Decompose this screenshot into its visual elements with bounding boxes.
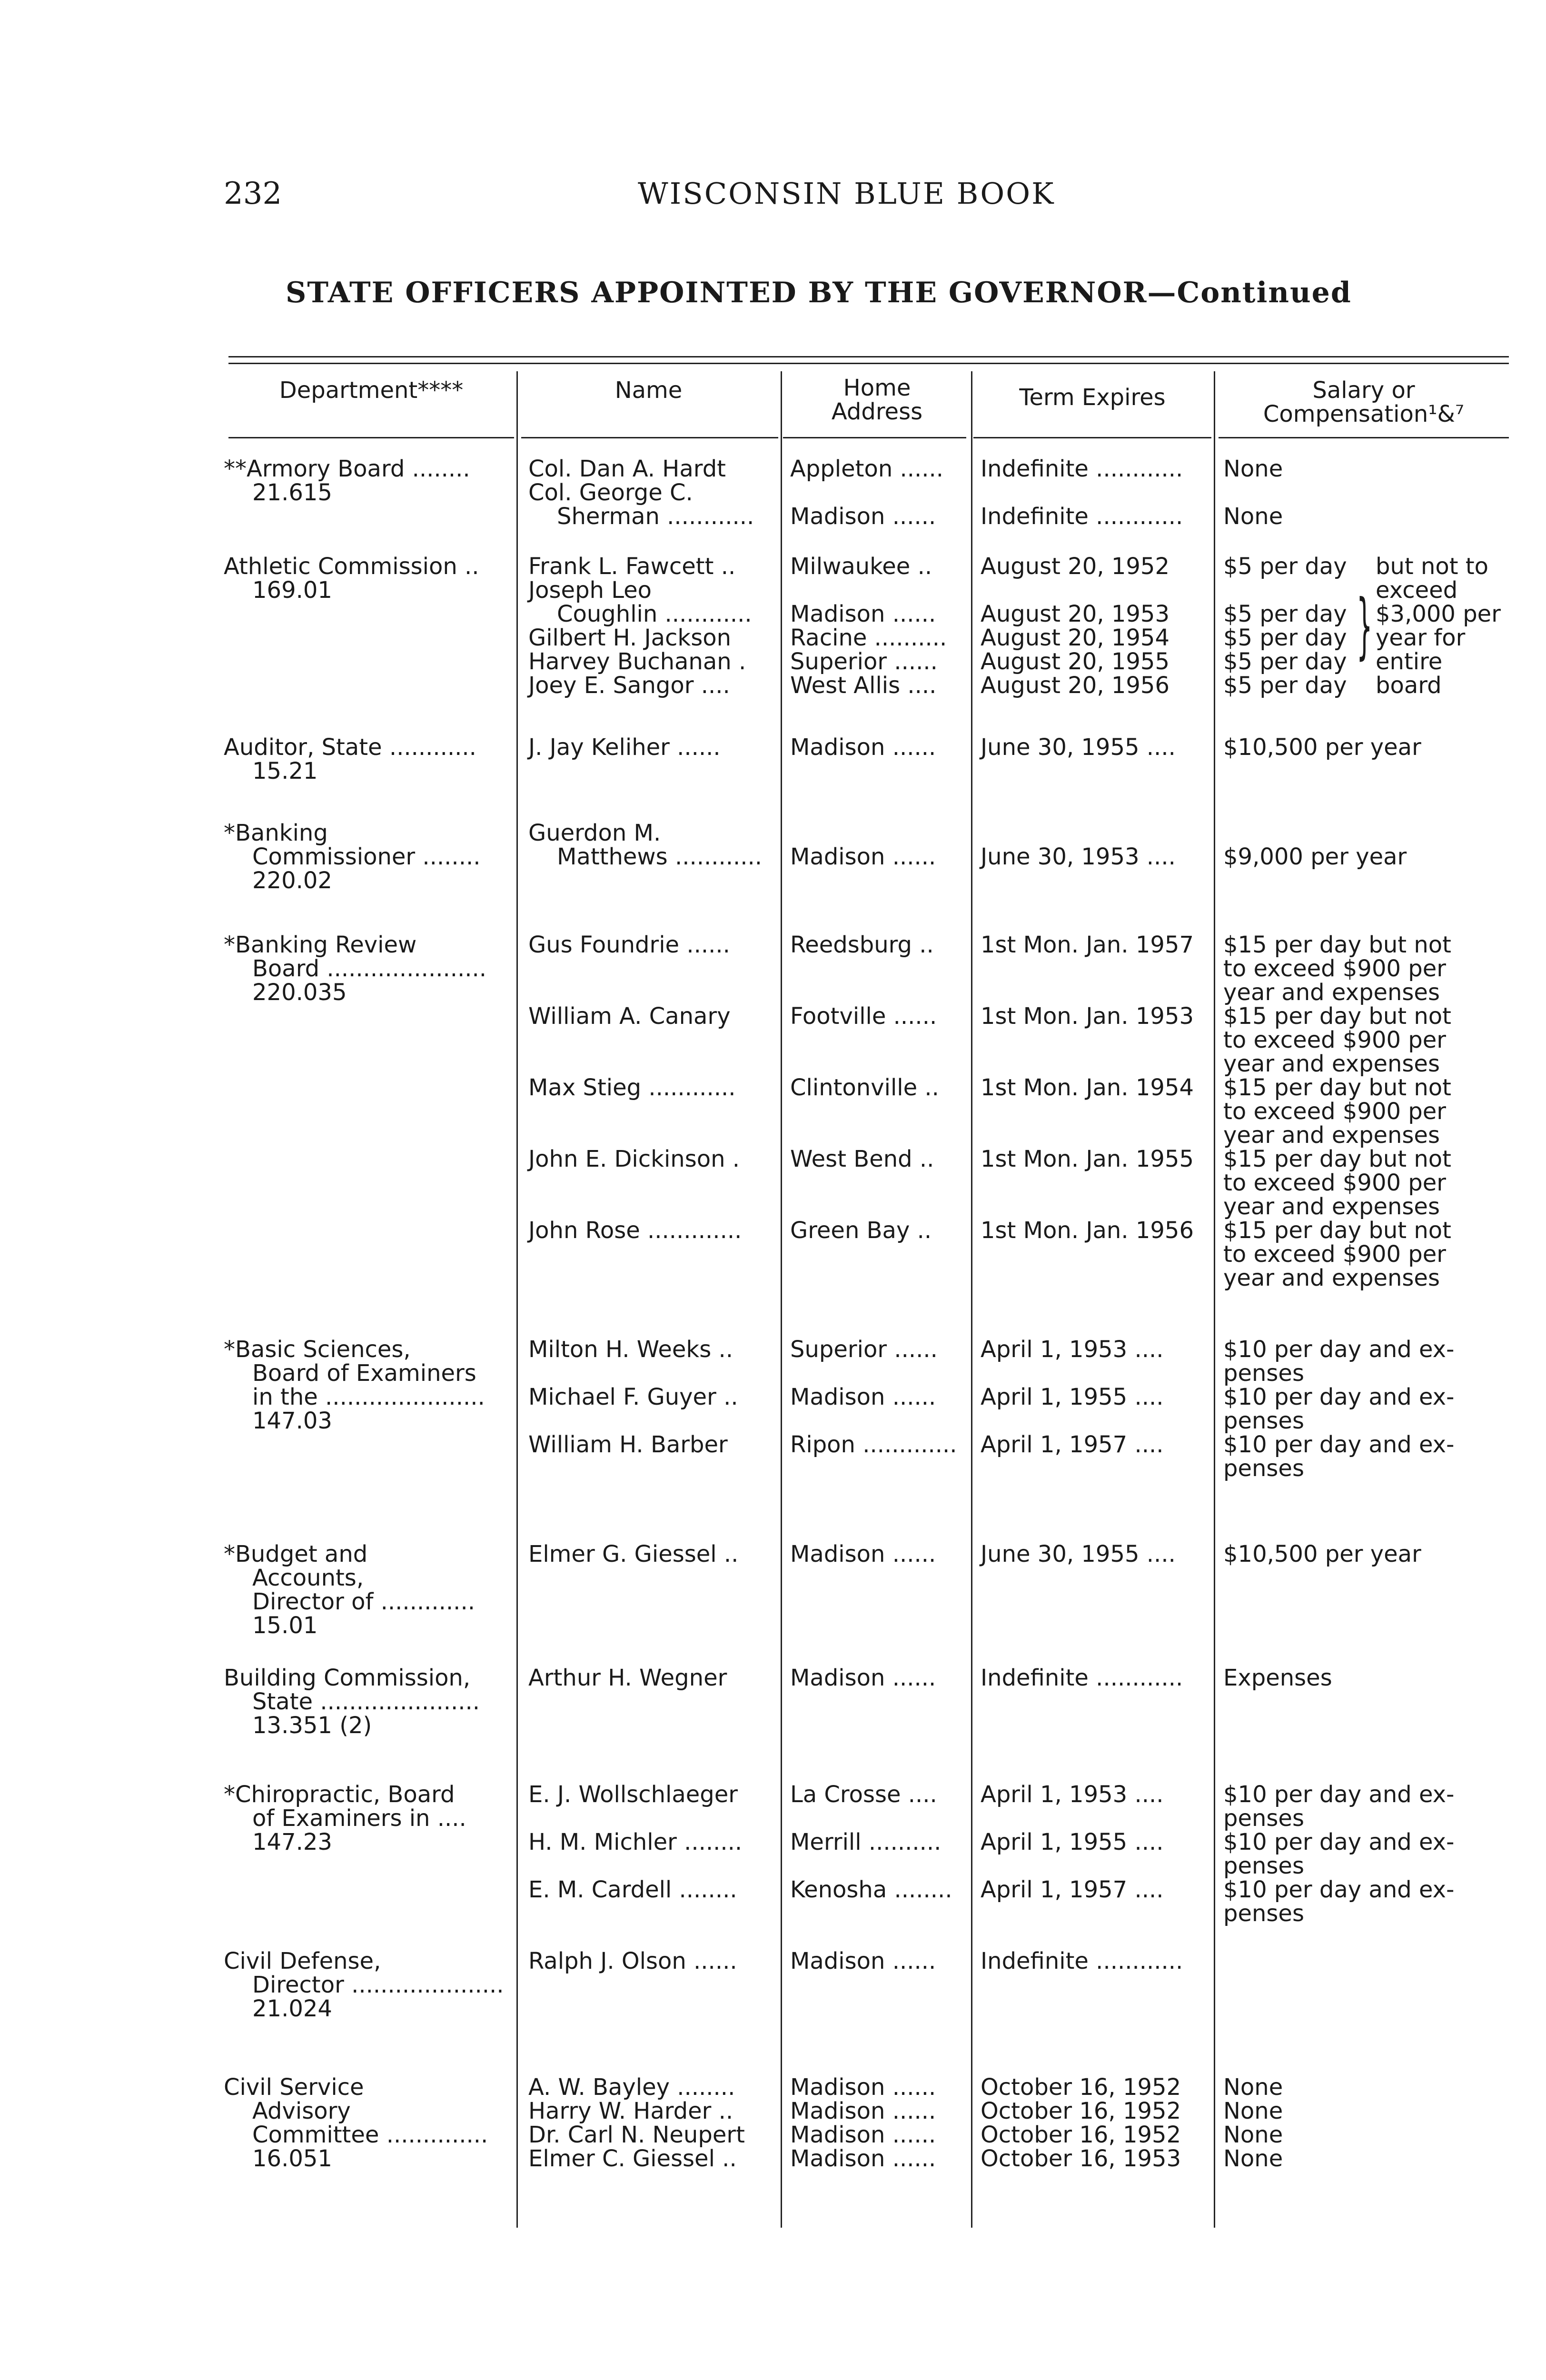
salary-compensation	[1223, 1878, 1518, 1925]
salary-compensation-line: year and expenses	[1223, 1265, 1440, 1291]
term-expires: 1st Mon. Jan. 1954	[981, 1074, 1194, 1101]
column-header-home-line1: Home	[843, 375, 911, 401]
home-address: Madison ......	[790, 2098, 936, 2124]
department-cell	[224, 1666, 505, 1737]
officer-name	[528, 1783, 781, 1806]
department-cell-line: Building Commission,	[224, 1665, 471, 1691]
department-cell	[224, 457, 505, 505]
salary-compensation-line: $5 per day	[1223, 601, 1347, 627]
salary-compensation-line: year and expenses	[1223, 1122, 1440, 1149]
department-cell-line: 15.21	[252, 758, 318, 784]
salary-compensation-line: $15 per day but not	[1223, 932, 1451, 958]
column-header-name-label: Name	[614, 377, 683, 404]
salary-compensation	[1223, 1219, 1518, 1290]
brace-glyph: }	[1357, 585, 1373, 667]
salary-compensation	[1223, 1783, 1518, 1830]
officer-name-line: Michael F. Guyer ..	[528, 1384, 738, 1410]
term-expires: April 1, 1953 ....	[981, 1336, 1164, 1363]
officer-name-line: Dr. Carl N. Neupert	[528, 2122, 745, 2148]
officer-name-line: Col. George C.	[528, 479, 693, 506]
salary-compensation-line: $10 per day and ex-	[1223, 1384, 1455, 1410]
salary-compensation	[1223, 1666, 1518, 1690]
officer-name	[528, 1385, 781, 1409]
salary-compensation-line: $10 per day and ex-	[1223, 1336, 1455, 1363]
officer-name	[528, 933, 781, 957]
column-separator-4	[1214, 371, 1215, 2228]
department-cell-line: Director of .............	[252, 1588, 475, 1615]
salary-compensation-line: penses	[1223, 1853, 1304, 1879]
salary-compensation-line: None	[1223, 503, 1283, 530]
term-expires: October 16, 1952	[981, 2122, 1181, 2148]
salary-compensation-line: to exceed $900 per	[1223, 955, 1447, 982]
officer-name-line: Gilbert H. Jackson	[528, 625, 731, 651]
salary-compensation-line: $10,500 per year	[1223, 1541, 1421, 1567]
officer-name-line: J. Jay Keliher ......	[528, 734, 721, 761]
column-header-term-expires	[973, 386, 1211, 466]
salary-compensation-line: Expenses	[1223, 1665, 1332, 1691]
term-expires: August 20, 1956	[981, 672, 1169, 699]
officer-name	[528, 735, 781, 759]
term-expires: April 1, 1953 ....	[981, 1781, 1164, 1808]
salary-compensation	[1223, 1385, 1518, 1433]
officer-name	[528, 2099, 781, 2123]
officer-name-line: John E. Dickinson .	[528, 1146, 740, 1172]
home-address: Appleton ......	[790, 456, 944, 482]
officer-name	[528, 1076, 781, 1100]
officer-name-line: Elmer C. Giessel ..	[528, 2145, 737, 2172]
department-cell-line: Commissioner ........	[252, 843, 481, 870]
department-cell-line: 220.02	[252, 867, 332, 894]
salary-compensation-line: to exceed $900 per	[1223, 1027, 1447, 1053]
department-cell	[224, 821, 505, 892]
salary-compensation	[1223, 845, 1518, 869]
salary-compensation-line: to exceed $900 per	[1223, 1098, 1447, 1125]
officer-name-line: William H. Barber	[528, 1431, 728, 1458]
section-title: STATE OFFICERS APPOINTED BY THE GOVERNOR—Continued	[286, 276, 1352, 309]
term-expires: April 1, 1955 ....	[981, 1384, 1164, 1410]
home-address: Footville ......	[790, 1003, 937, 1030]
salary-compensation	[1223, 1147, 1518, 1219]
salary-compensation-line: penses	[1223, 1805, 1304, 1832]
salary-compensation	[1223, 674, 1366, 697]
officer-name	[528, 555, 781, 578]
home-address: Madison ......	[790, 601, 936, 627]
home-address: Madison ......	[790, 843, 936, 870]
department-cell	[224, 1783, 505, 1854]
salary-compensation	[1223, 457, 1518, 481]
salary-compensation-line: penses	[1223, 1360, 1304, 1387]
officer-name-line: Elmer G. Giessel ..	[528, 1541, 739, 1567]
home-address: Madison ......	[790, 1541, 936, 1567]
salary-compensation-line: $5 per day	[1223, 672, 1347, 699]
officer-name-line: Harry W. Harder ..	[528, 2098, 733, 2124]
department-cell-line: *Banking Review	[224, 932, 417, 958]
officer-name-line: E. J. Wollschlaeger	[528, 1781, 738, 1808]
salary-compensation	[1223, 1076, 1518, 1147]
salary-compensation	[1223, 1830, 1518, 1878]
officer-name-line: A. W. Bayley ........	[528, 2074, 735, 2101]
officer-name-line: Matthews ............	[557, 843, 763, 870]
home-address: Green Bay ..	[790, 1217, 932, 1244]
brace-note	[1376, 555, 1518, 697]
officer-name	[528, 1004, 781, 1028]
term-expires: 1st Mon. Jan. 1956	[981, 1217, 1194, 1244]
department-cell-line: Advisory	[252, 2098, 351, 2124]
salary-compensation	[1223, 1004, 1518, 1076]
home-address: La Crosse ....	[790, 1781, 937, 1808]
term-expires: April 1, 1955 ....	[981, 1829, 1164, 1855]
home-address: Superior ......	[790, 648, 938, 675]
salary-compensation-line: $10 per day and ex-	[1223, 1829, 1455, 1855]
salary-compensation-line: $15 per day but not	[1223, 1217, 1451, 1244]
officer-name-line: Joseph Leo	[528, 577, 652, 604]
brace-note-line: but not to	[1376, 553, 1489, 580]
column-separator-3	[971, 371, 972, 2228]
department-cell-line: Athletic Commission ..	[224, 553, 479, 580]
column-header-name	[519, 378, 778, 459]
department-cell-line: **Armory Board ........	[224, 456, 470, 482]
term-expires: October 16, 1952	[981, 2074, 1181, 2101]
term-expires: April 1, 1957 ....	[981, 1876, 1164, 1903]
term-expires: 1st Mon. Jan. 1953	[981, 1003, 1194, 1030]
running-head	[224, 176, 1509, 219]
officer-name	[528, 1830, 781, 1854]
department-cell-line: *Basic Sciences,	[224, 1336, 411, 1363]
home-address: Madison ......	[790, 1384, 936, 1410]
home-address: Madison ......	[790, 1948, 936, 1974]
officer-name	[528, 650, 781, 674]
officer-name	[528, 481, 781, 528]
home-address: Racine ..........	[790, 625, 947, 651]
salary-compensation-line: $10 per day and ex-	[1223, 1876, 1455, 1903]
officer-name	[528, 1666, 781, 1690]
officer-name-line: Joey E. Sangor ....	[528, 672, 730, 699]
salary-compensation	[1223, 2147, 1518, 2171]
page-number: 232	[224, 176, 282, 211]
officer-name	[528, 1542, 781, 1566]
top-double-rule-lower	[228, 363, 1509, 364]
officer-name	[528, 2147, 781, 2171]
term-expires: October 16, 1952	[981, 2098, 1181, 2124]
salary-compensation-line: $15 per day but not	[1223, 1146, 1451, 1172]
officer-name-line: E. M. Cardell ........	[528, 1876, 737, 1903]
home-address: Milwaukee ..	[790, 553, 932, 580]
home-address: Madison ......	[790, 1665, 936, 1691]
salary-compensation-line: None	[1223, 2122, 1283, 2148]
department-cell-line: Board of Examiners	[252, 1360, 476, 1387]
home-address: Madison ......	[790, 734, 936, 761]
brace-note-line: $3,000 per	[1376, 601, 1501, 627]
department-cell-line: *Budget and	[224, 1541, 368, 1567]
officer-name-line: Arthur H. Wegner	[528, 1665, 727, 1691]
salary-compensation	[1223, 505, 1518, 528]
salary-compensation-line: $15 per day but not	[1223, 1003, 1451, 1030]
home-address: Reedsburg ..	[790, 932, 934, 958]
salary-compensation	[1223, 650, 1366, 674]
officer-name	[528, 578, 781, 626]
department-cell-line: Civil Defense,	[224, 1948, 381, 1974]
salary-compensation-line: penses	[1223, 1455, 1304, 1482]
home-address: Madison ......	[790, 2145, 936, 2172]
department-cell	[224, 1542, 505, 1637]
department-cell-line: Auditor, State ............	[224, 734, 476, 761]
salary-compensation-line: year and expenses	[1223, 979, 1440, 1006]
officer-name	[528, 1949, 781, 1973]
book-title: WISCONSIN BLUE BOOK	[638, 176, 1055, 211]
officer-name-line: Milton H. Weeks ..	[528, 1336, 733, 1363]
officer-name-line: Ralph J. Olson ......	[528, 1948, 737, 1974]
term-expires: April 1, 1957 ....	[981, 1431, 1164, 1458]
department-cell-line: State ......................	[252, 1688, 480, 1715]
home-address: Madison ......	[790, 503, 936, 530]
department-cell-line: Accounts,	[252, 1565, 364, 1591]
salary-compensation	[1223, 1542, 1518, 1566]
column-separator-2	[781, 371, 782, 2228]
officer-name	[528, 674, 781, 697]
home-address: Superior ......	[790, 1336, 938, 1363]
header-rule-salary	[1219, 437, 1509, 438]
header-rule-term	[973, 437, 1211, 438]
column-header-salary	[1216, 378, 1511, 459]
officer-name-line: Sherman ............	[557, 503, 754, 530]
department-cell-line: Civil Service	[224, 2074, 364, 2101]
salary-compensation-line: to exceed $900 per	[1223, 1241, 1447, 1268]
department-cell-line: 15.01	[252, 1612, 318, 1639]
salary-compensation	[1223, 735, 1518, 759]
top-double-rule-upper	[228, 356, 1509, 357]
salary-compensation	[1223, 1338, 1518, 1385]
officer-name-line: H. M. Michler ........	[528, 1829, 743, 1855]
brace-note-line: exceed	[1376, 577, 1458, 604]
salary-compensation	[1223, 626, 1366, 650]
term-expires: Indefinite ............	[981, 456, 1183, 482]
term-expires: June 30, 1955 ....	[981, 734, 1176, 761]
department-cell-line: 169.01	[252, 577, 332, 604]
home-address: Madison ......	[790, 2074, 936, 2101]
officer-name	[528, 1219, 781, 1242]
salary-compensation-line: $10 per day and ex-	[1223, 1781, 1455, 1808]
term-expires: August 20, 1955	[981, 648, 1169, 675]
department-cell	[224, 933, 505, 1004]
officer-name-line: William A. Canary	[528, 1003, 731, 1030]
term-expires: August 20, 1953	[981, 601, 1169, 627]
salary-compensation-line: year and expenses	[1223, 1193, 1440, 1220]
term-expires: 1st Mon. Jan. 1955	[981, 1146, 1194, 1172]
column-header-home-line2: Address	[831, 398, 923, 425]
salary-compensation-line: $10 per day and ex-	[1223, 1431, 1455, 1458]
header-rule-home	[783, 437, 966, 438]
department-cell-line: 21.024	[252, 1995, 332, 2022]
department-cell	[224, 2075, 505, 2171]
officer-name	[528, 1878, 781, 1902]
brace-note-line: year for	[1376, 625, 1466, 651]
department-cell-line: 21.615	[252, 479, 332, 506]
officer-name-line: Harvey Buchanan .	[528, 648, 746, 675]
officer-name-line: Max Stieg ............	[528, 1074, 736, 1101]
department-cell	[224, 735, 505, 783]
column-separator-1	[516, 371, 518, 2228]
salary-compensation	[1223, 602, 1366, 626]
term-expires: Indefinite ............	[981, 1665, 1183, 1691]
department-cell-line: in the ......................	[252, 1384, 485, 1410]
home-address: West Allis ....	[790, 672, 937, 699]
officer-name	[528, 626, 781, 650]
home-address: Madison ......	[790, 2122, 936, 2148]
salary-compensation-line: $5 per day	[1223, 625, 1347, 651]
header-rule-name	[521, 437, 778, 438]
salary-compensation-line: $9,000 per year	[1223, 843, 1407, 870]
officer-name-line: John Rose .............	[528, 1217, 742, 1244]
column-header-term-label: Term Expires	[1019, 384, 1166, 411]
department-cell-line: of Examiners in ....	[252, 1805, 466, 1832]
officer-name	[528, 1147, 781, 1171]
column-header-home-address	[783, 376, 971, 457]
officer-name-line: Coughlin ............	[557, 601, 752, 627]
term-expires: October 16, 1953	[981, 2145, 1181, 2172]
department-cell-line: 13.351 (2)	[252, 1712, 372, 1739]
officer-name	[528, 1433, 781, 1457]
officer-name-line: Gus Foundrie ......	[528, 932, 730, 958]
brace-note-line: entire	[1376, 648, 1443, 675]
salary-compensation	[1223, 2123, 1518, 2147]
department-cell-line: 220.035	[252, 979, 347, 1006]
department-cell	[224, 555, 505, 602]
home-address: West Bend ..	[790, 1146, 934, 1172]
salary-compensation	[1223, 1433, 1518, 1480]
term-expires: Indefinite ............	[981, 503, 1183, 530]
term-expires: June 30, 1955 ....	[981, 1541, 1176, 1567]
home-address: Ripon .............	[790, 1431, 957, 1458]
salary-compensation	[1223, 2099, 1518, 2123]
home-address: Kenosha ........	[790, 1876, 952, 1903]
term-expires: 1st Mon. Jan. 1957	[981, 932, 1194, 958]
term-expires: Indefinite ............	[981, 1948, 1183, 1974]
salary-compensation-line: None	[1223, 2074, 1283, 2101]
department-cell-line: 16.051	[252, 2145, 332, 2172]
department-cell-line: *Chiropractic, Board	[224, 1781, 455, 1808]
salary-compensation-line: None	[1223, 2098, 1283, 2124]
officer-name	[528, 821, 781, 869]
column-header-department-label: Department****	[279, 377, 464, 404]
term-expires: August 20, 1952	[981, 553, 1169, 580]
salary-compensation-line: penses	[1223, 1408, 1304, 1434]
column-header-department	[228, 378, 514, 459]
salary-compensation-line: $5 per day	[1223, 553, 1347, 580]
term-expires: June 30, 1953 ....	[981, 843, 1176, 870]
home-address: Clintonville ..	[790, 1074, 939, 1101]
department-cell-line: *Banking	[224, 820, 328, 846]
officer-name-line: Frank L. Fawcett ..	[528, 553, 736, 580]
department-cell-line: Board ......................	[252, 955, 486, 982]
salary-compensation-line: penses	[1223, 1900, 1304, 1927]
salary-compensation	[1223, 2075, 1518, 2099]
salary-compensation-line: $5 per day	[1223, 648, 1347, 675]
officer-name-line: Col. Dan A. Hardt	[528, 456, 726, 482]
salary-compensation-line: None	[1223, 456, 1283, 482]
officer-name	[528, 1338, 781, 1361]
salary-compensation-line: None	[1223, 2145, 1283, 2172]
officer-name	[528, 2123, 781, 2147]
department-cell	[224, 1949, 505, 2021]
officer-name-line: Guerdon M.	[528, 820, 661, 846]
salary-compensation-line: to exceed $900 per	[1223, 1170, 1447, 1196]
salary-compensation	[1223, 555, 1366, 578]
department-cell-line: 147.03	[252, 1408, 332, 1434]
department-cell-line: 147.23	[252, 1829, 332, 1855]
term-expires: August 20, 1954	[981, 625, 1169, 651]
department-cell-line: Committee ..............	[252, 2122, 488, 2148]
brace-note-line: board	[1376, 672, 1442, 699]
salary-compensation	[1223, 933, 1518, 1004]
department-cell-line: Director .....................	[252, 1972, 504, 1998]
home-address: Merrill ..........	[790, 1829, 941, 1855]
salary-compensation-line: $10,500 per year	[1223, 734, 1421, 761]
officer-name	[528, 2075, 781, 2099]
salary-compensation-line: $15 per day but not	[1223, 1074, 1451, 1101]
department-cell	[224, 1338, 505, 1433]
officer-name	[528, 457, 781, 481]
column-header-salary-line2: Compensation¹&⁷	[1263, 401, 1465, 427]
column-header-salary-line1: Salary or	[1312, 377, 1415, 404]
header-rule-department	[228, 437, 514, 438]
salary-compensation-line: year and expenses	[1223, 1051, 1440, 1077]
